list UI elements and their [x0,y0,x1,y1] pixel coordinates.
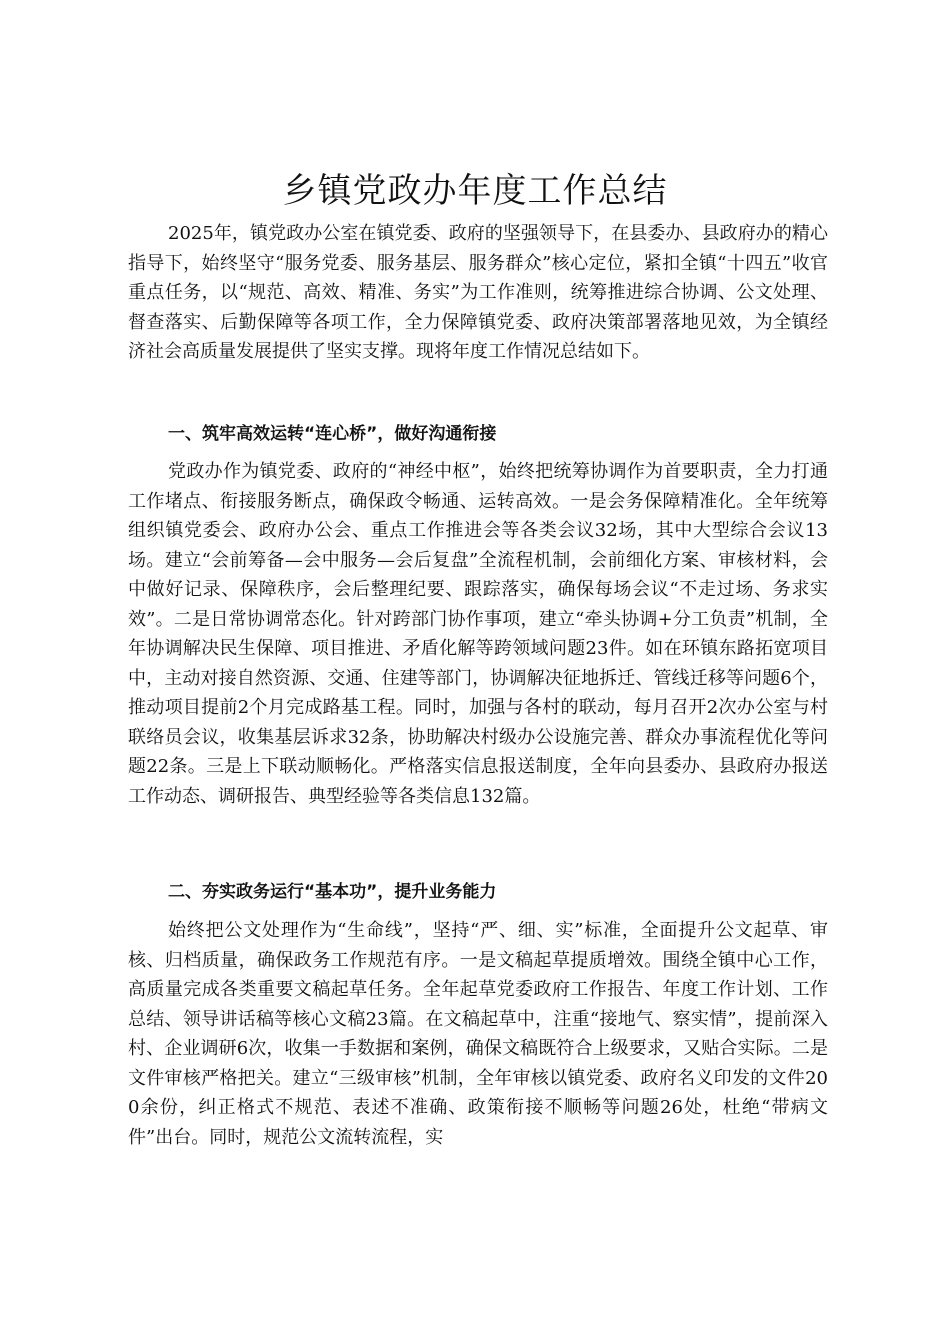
section-1-heading-block [128,419,828,449]
section-2-heading-block [128,877,828,907]
section-paragraph: 党政办作为镇党委、政府的“神经中枢”，始终把统筹协调作为首要职责，全力打通工作堵点、衔接服务断点，确保政令畅通、运转高效。一是会务保障精准化。全年统筹组织镇党委会、政府办公会、重点工作推进会等各类会议32场，其中大型综合会议13场。建立“会前筹备—会中服务—会后复盘”全流程机制，会前细化方案、审核材料，会中做好记录、保障秩序，会后整理纪要、跟踪落实，确保每场会议“不走过场、务求实效”。二是日常协调常态化。针对跨部门协作事项，建立“牵头协调+分工负责”机制，全年协调解决民生保障、项目推进、矛盾化解等跨领域问题23件。如在环镇东路拓宽项目中，主动对接自然资源、交通、住建等部门，协调解决征地拆迁、管线迁移等问题6个，推动项目提前2个月完成路基工程。同时，加强与各村的联动，每月召开2次办公室与村联络员会议，收集基层诉求32条，协助解决村级办公设施完善、群众办事流程优化等问题22条。三是上下联动顺畅化。严格落实信息报送制度，全年向县委办、县政府办报送工作动态、调研报告、典型经验等各类信息132篇。 [128,461,828,807]
intro-block [128,219,828,367]
section-1-body-block [128,457,828,811]
document-title: 乡镇党政办年度工作总结 [282,171,668,211]
section-paragraph: 始终把公文处理作为“生命线”，坚持“严、细、实”标准，全面提升公文起草、审核、归档质量，确保政务工作规范有序。一是文稿起草提质增效。围绕全镇中心工作，高质量完成各类重要文稿起草任务。全年起草党委政府工作报告、年度工作计划、工作总结、领导讲话稿等核心文稿23篇。在文稿起草中，注重“接地气、察实情”，提前深入村、企业调研6次，收集一手数据和案例，确保文稿既符合上级要求，又贴合实际。二是文件审核严格把关。建立“三级审核”机制，全年审核以镇党委、政府名义印发的文件200余份，纠正格式不规范、表述不准确、政策衔接不顺畅等问题26处，杜绝“带病文件”出台。同时，规范公文流转流程，实 [128,920,828,1148]
intro-paragraph: 2025年，镇党政办公室在镇党委、政府的坚强领导下，在县委办、县政府办的精心指导下，始终坚守“服务党委、服务基层、服务群众”核心定位，紧扣全镇“十四五”收官重点任务，以“规范、高效、精准、务实”为工作准则，统筹推进综合协调、公文处理、督查落实、后勤保障等各项工作，全力保障镇党委、政府决策部署落地见效，为全镇经济社会高质量发展提供了坚实支撑。现将年度工作情况总结如下。 [128,223,828,362]
section-heading: 一、筑牢高效运转“连心桥”，做好沟通衔接 [168,424,497,444]
section-2-body-block [128,916,828,1152]
section-heading: 二、夯实政务运行“基本功”，提升业务能力 [168,882,497,902]
